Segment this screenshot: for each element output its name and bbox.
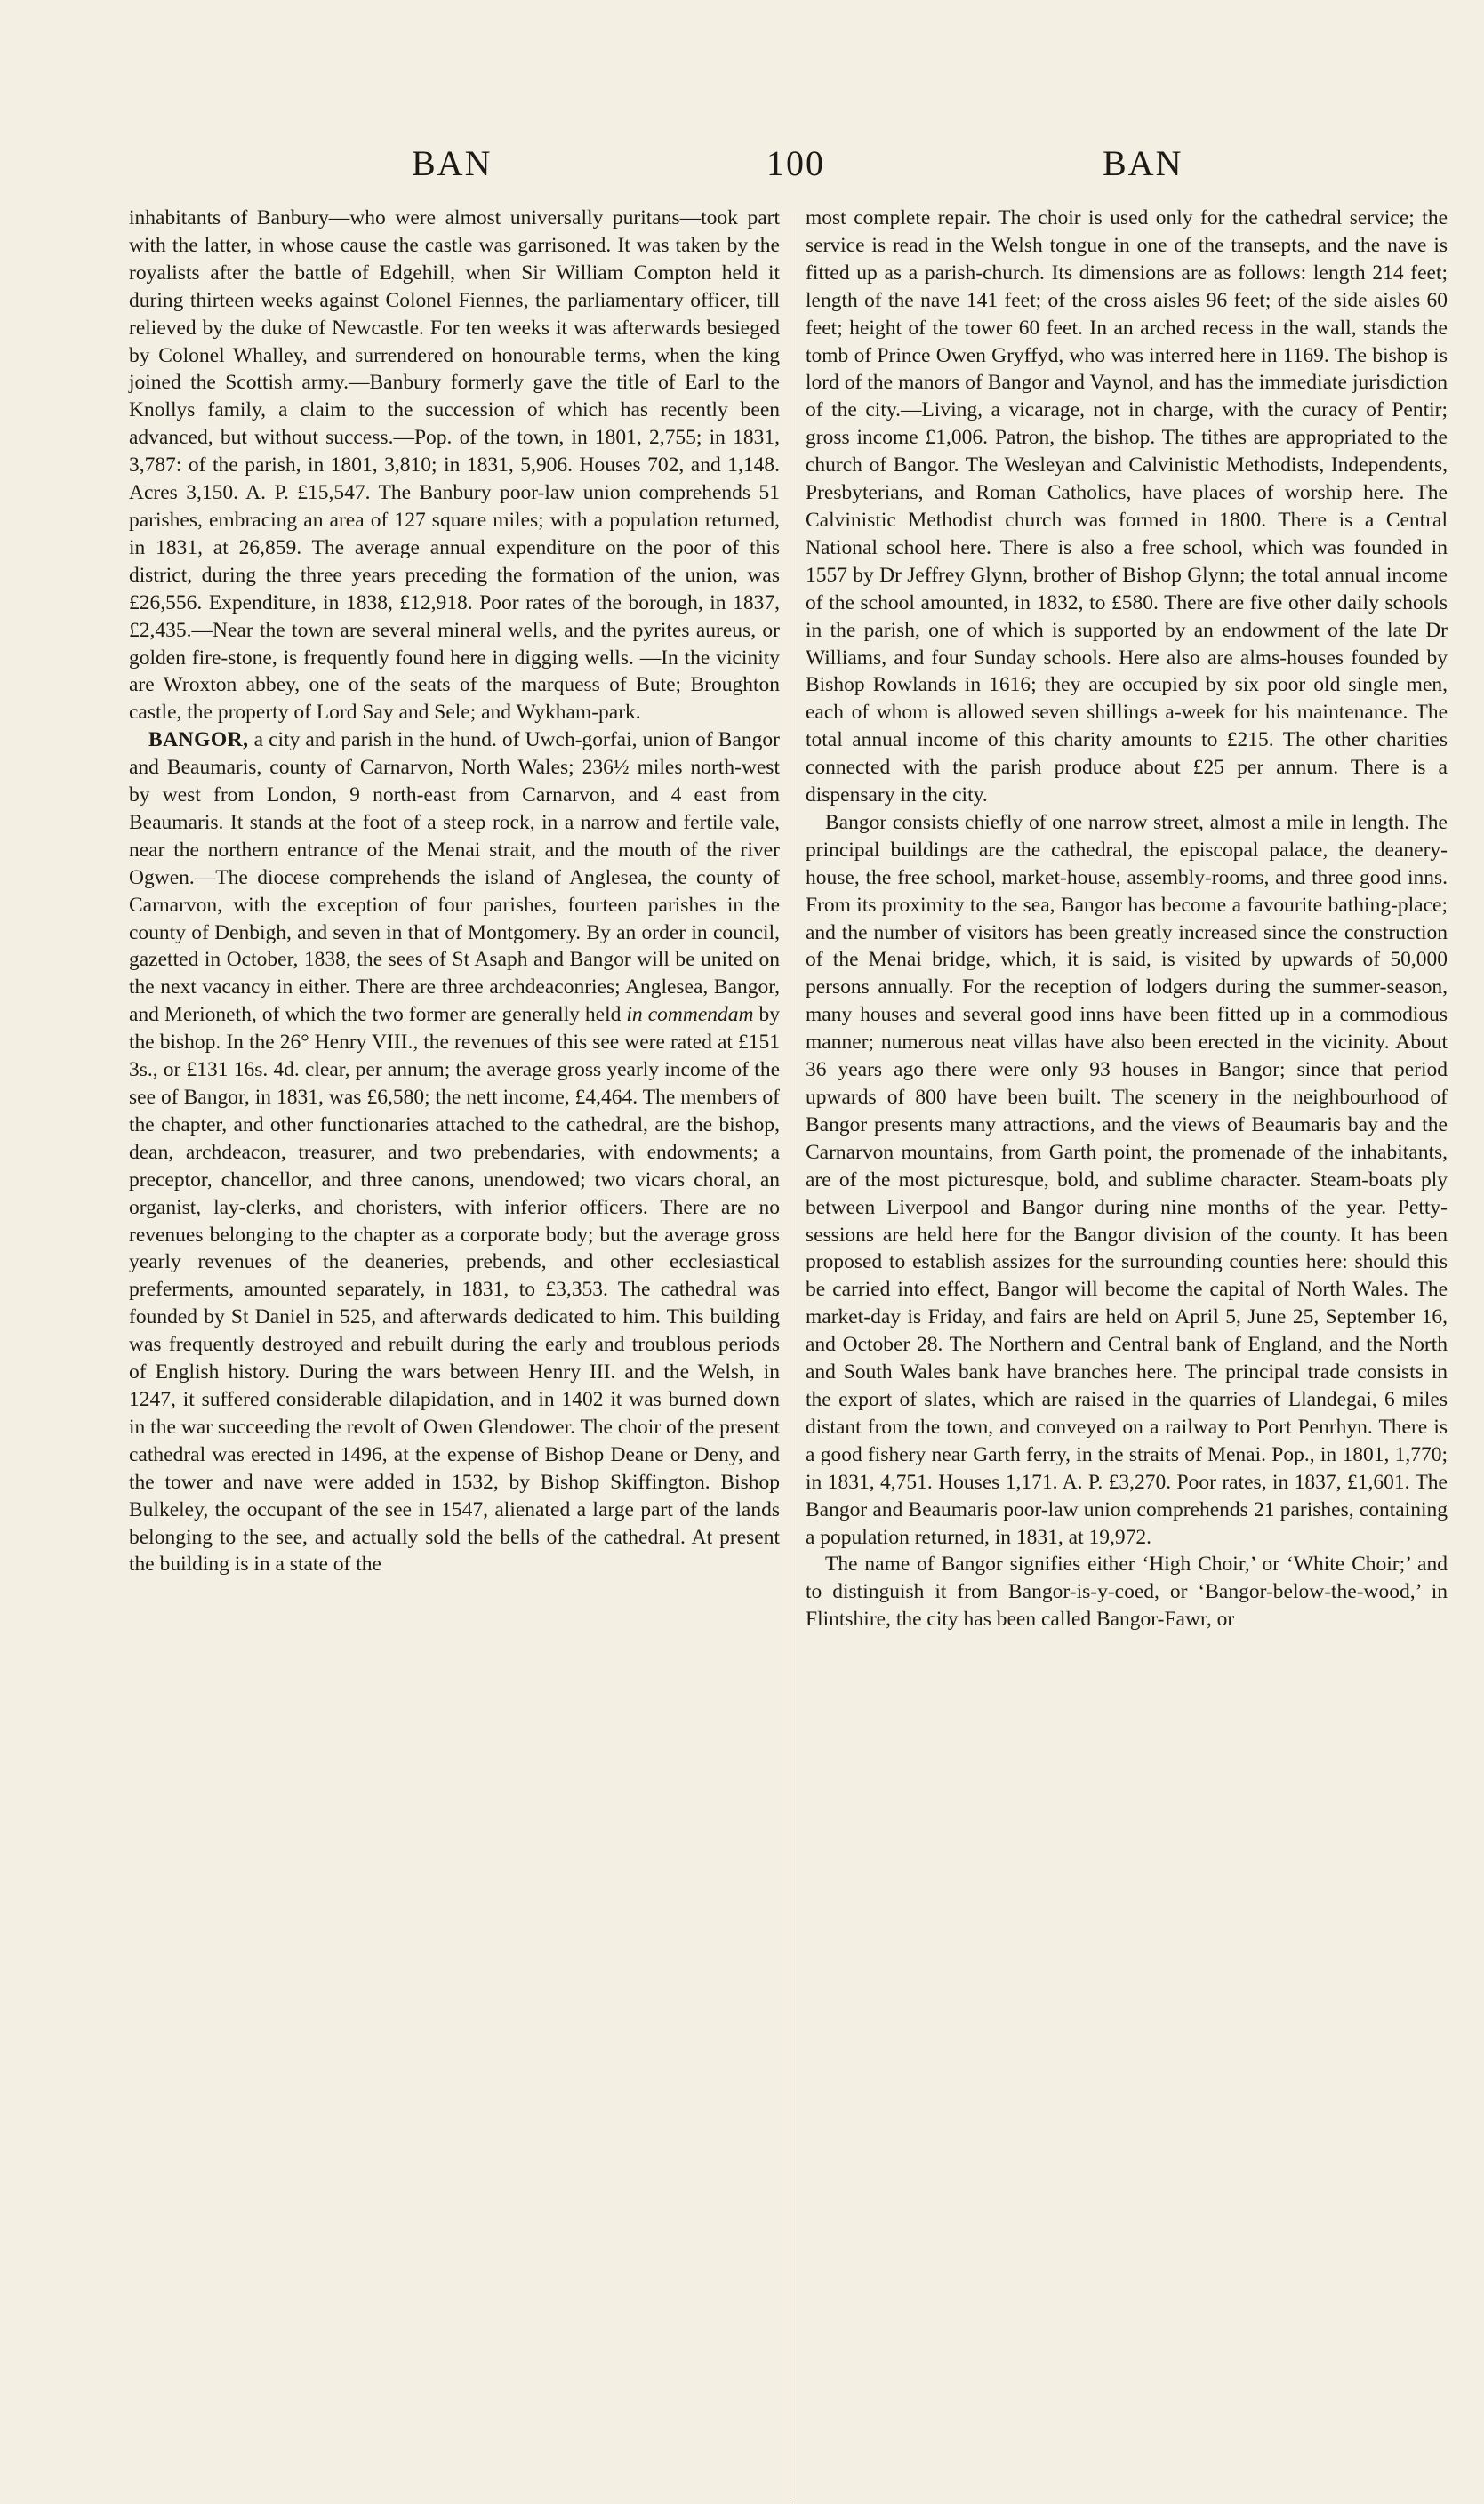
page-header [0, 142, 1484, 196]
left-column [129, 205, 780, 1578]
name-origin-paragraph: The name of Bangor signifies either ‘High Choir,’ or ‘White Choir;’ and to distinguish it from Bangor-is-y-coed, or ‘Bangor-below-the-wood,’ in Flintshire, the city has been called Bangor-Fawr, or [806, 1553, 1448, 1632]
right-column [806, 205, 1448, 1633]
cathedral-paragraph: most complete repair. The choir is used only for the cathedral service; the service is read in the Welsh tongue in one of the transepts, and the nave is fitted up as a parish-church. Its dimensions are as follows: length 214 feet; length of the nave 141 feet; of the cross aisles 96 feet; of the side aisles 60 feet; height of the tower 60 feet. In an arched recess in the wall, stands the tomb of Prince Owen Gryffyd, who was interred here in 1169. The bishop is lord of the manors of Bangor and Vaynol, and has the immediate jurisdiction of the city.—Living, a vicarage, not in charge, with the curacy of Pentir; gross income £1,006. Patron, the bishop. The tithes are appropriated to the church of Bangor. The Wesleyan and Calvinistic Methodists, Independents, Presbyterians, and Roman Catholics, have places of worship here. The Calvinistic Methodist church was formed in 1800. There is a Central National school here. There is also a free school, which was founded in 1557 by Dr Jeffrey Glynn, brother of Bishop Glynn; the total annual income of the school amounted, in 1832, to £580. There are five other daily schools in the parish, one of which is supported by an endowment of the late Dr Williams, and four Sunday schools. Here also are alms-houses founded by Bishop Rowlands in 1616; they are occupied by six poor old single men, each of whom is allowed seven shillings a-week for his maintenance. The total annual income of this charity amounts to £215. The other charities connected with the parish produce about £25 per annum. There is a dispensary in the city. [806, 206, 1448, 807]
running-head-left: BAN [412, 143, 493, 183]
banbury-paragraph: inhabitants of Banbury—who were almost universally puritans—took part with the latter, in whose cause the castle was garrisoned. It was taken by the royalists after the battle of Edgehill, when Sir William Compton held it during thirteen weeks against Colonel Fiennes, the parliamentary officer, till relieved by the duke of Newcastle. For ten weeks it was afterwards besieged by Colonel Whalley, and surrendered on honourable terms, when the king joined the Scottish army.—Banbury formerly gave the title of Earl to the Knollys family, a claim to the succession of which has recently been advanced, but without success.—Pop. of the town, in 1801, 2,755; in 1831, 3,787: of the parish, in 1801, 3,810; in 1831, 5,906. Houses 702, and 1,148. Acres 3,150. A. P. £15,547. The Banbury poor-law union comprehends 51 parishes, embracing an area of 127 square miles; with a population returned, in 1831, at 26,859. The average annual expenditure on the poor of this district, during the three years preceding the formation of the union, was £26,556. Expenditure, in 1838, £12,918. Poor rates of the borough, in 1837, £2,435.—Near the town are several mineral wells, and the pyrites aureus, or golden fire-stone, is frequently found here in digging wells. —In the vicinity are Wroxton abbey, one of the seats of the marquess of Bute; Broughton castle, the property of Lord Say and Sele; and Wykham-park. [129, 206, 780, 725]
bangor-headword: BANGOR, [148, 728, 249, 752]
bangor-entry-text: a city and parish in the hund. of Uwch-gorfai, union of Bangor and Beaumaris, county of Carnarvon, North Wales; 236½ miles north-west by west from London, 9 north-east from Carnarvon, and 4 east from Beaumaris. It stands at the foot of a steep rock, in a narrow and fertile vale, near the northern entrance of the Menai strait, and the mouth of the river Ogwen.—The diocese comprehends the island of Anglesea, the county of Carnarvon, with the exception of four parishes, fourteen parishes in the county of Denbigh, and seven in that of Montgomery. By an order in council, gazetted in October, 1838, the sees of St Asaph and Bangor will be united on the next vacancy in either. There are three archdeaconries; Anglesea, Bangor, and Merioneth, of which the two former are generally held [129, 728, 780, 1027]
town-description-paragraph: Bangor consists chiefly of one narrow street, almost a mile in length. The principal buildings are the cathedral, the episcopal palace, the deanery-house, the free school, market-house, assembly-rooms, and three good inns. From its proximity to the sea, Bangor has become a favourite bathing-place; and the number of visitors has been greatly increased since the construction of the Menai bridge, which, it is said, is visited by upwards of 50,000 persons annually. For the reception of lodgers during the summer-season, many houses and several good inns have been fitted up in a commodious manner; numerous neat villas have also been erected in the vicinity. About 36 years ago there were only 93 houses in Bangor; since that period upwards of 800 have been built. The scenery in the neighbourhood of Bangor presents many attractions, and the views of Beaumaris bay and the Carnarvon mountains, from Garth point, the promenade of the inhabitants, are of the most picturesque, bold, and sublime character. Steam-boats ply between Liverpool and Bangor during nine months of the year. Petty-sessions are held here for the Bangor division of the county. It has been proposed to establish assizes for the surrounding counties here: should this be carried into effect, Bangor will become the capital of North Wales. The market-day is Friday, and fairs are held on April 5, June 25, September 16, and October 28. The Northern and Central bank of England, and the North and South Wales bank have branches here. The principal trade consists in the export of slates, which are raised in the quarries of Llandegai, 6 miles distant from the town, and conveyed on a railway to Port Penrhyn. There is a good fishery near Garth ferry, in the straits of Menai. Pop., in 1801, 1,770; in 1831, 4,751. Houses 1,171. A. P. £3,270. Poor rates, in 1837, £1,601. The Bangor and Beaumaris poor-law union comprehends 21 parishes, containing a population returned, in 1831, at 19,972. [806, 810, 1448, 1549]
page-number: 100 [766, 143, 825, 183]
bangor-entry-paragraph [129, 726, 780, 1578]
bangor-entry-text-cont: by the bishop. In the 26° Henry VIII., the revenues of this see were rated at £151 3s., or £131 16s. 4d. clear, per annum; the average gross yearly income of the see of Bangor, in 1831, was £6,580; the nett income, £4,464. The members of the chapter, and other functionaries attached to the cathedral, are the bishop, dean, archdeacon, treasurer, and two prebendaries, with endowments; a preceptor, chancellor, and three canons, unendowed; two vicars choral, an organist, lay-clerks, and choristers, with inferior officers. There are no revenues belonging to the chapter as a corporate body; but the average gross yearly revenues of the deaneries, prebends, and other ecclesiastical preferments, amounted separately, in 1831, to £3,353. The cathedral was founded by St Daniel in 525, and afterwards dedicated to him. This building was frequently destroyed and rebuilt during the early and troublous periods of English history. During the wars between Henry III. and the Welsh, in 1247, it suffered considerable dilapidation, and in 1402 it was burned down in the war succeeding the revolt of Owen Glendower. The choir of the present cathedral was erected in 1496, at the expense of Bishop Deane or Deny, and the tower and nave were added in 1532, by Bishop Skiffington. Bishop Bulkeley, the occupant of the see in 1547, alienated a large part of the lands belonging to the see, and actually sold the bells of the cathedral. At present the building is in a state of the [129, 1003, 780, 1577]
in-commendam-italic: in commendam [626, 1003, 754, 1027]
running-head-right: BAN [1103, 143, 1183, 183]
